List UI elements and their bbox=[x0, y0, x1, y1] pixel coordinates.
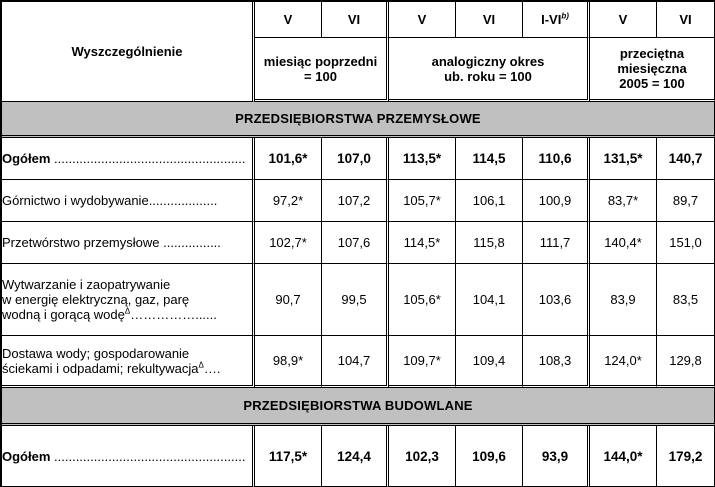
row-label-water-line1: Dostawa wody; gospodarowanie bbox=[2, 345, 190, 361]
group-header-avg-line2: miesięczna bbox=[617, 61, 687, 76]
group-header-avg-line3: 2005 = 100 bbox=[619, 76, 685, 91]
row-label-energy-line3-text: wodną i gorącą wodę bbox=[2, 307, 125, 322]
table-cell: 110,6 bbox=[523, 138, 590, 180]
group-header-prev-year bbox=[389, 38, 590, 102]
row-label-water-line2 bbox=[2, 361, 252, 376]
group-header-prev-month bbox=[255, 38, 389, 102]
delta-sup: Δ bbox=[124, 306, 131, 316]
row-label-energy bbox=[2, 264, 255, 336]
table-cell: 117,5* bbox=[255, 426, 322, 487]
group-header-avg-2005 bbox=[590, 38, 715, 102]
row-label-total-industrial-text: Ogółem bbox=[2, 151, 51, 166]
group-header-prev-year-line2: ub. roku = 100 bbox=[444, 68, 532, 84]
row-label-total-industrial bbox=[2, 138, 255, 180]
group-header-prev-year-line1: analogiczny okres bbox=[431, 53, 545, 69]
table-cell: 151,0 bbox=[657, 222, 715, 264]
table-cell: 83,5 bbox=[657, 264, 715, 336]
table-cell: 179,2 bbox=[657, 426, 715, 487]
table-cell: 108,3 bbox=[523, 336, 590, 388]
table-cell: 104,1 bbox=[456, 264, 523, 336]
row-label-dots: ................ bbox=[159, 235, 221, 250]
col-header-7: VI bbox=[657, 2, 715, 38]
group-header-avg-line1: przeciętna bbox=[619, 46, 685, 61]
col-header-2: VI bbox=[322, 2, 389, 38]
table-cell: 83,9 bbox=[590, 264, 657, 336]
table-cell: 101,6* bbox=[255, 138, 322, 180]
row-label-dots: ..................................................... bbox=[50, 448, 246, 464]
col-header-5-sup: b) bbox=[561, 11, 569, 21]
table-cell: 109,6 bbox=[456, 426, 523, 487]
group-header-prev-month-line2: = 100 bbox=[304, 68, 337, 84]
row-label-water-line2-text: ściekami i odpadami; rekultywacja bbox=[2, 360, 199, 376]
row-label-dots: ……………...... bbox=[130, 307, 217, 322]
row-label-header: Wyszczególnienie bbox=[2, 2, 255, 102]
table-cell: 129,8 bbox=[657, 336, 715, 388]
table-cell: 102,7* bbox=[255, 222, 322, 264]
row-label-total-construction-text: Ogółem bbox=[2, 448, 51, 464]
table-cell: 90,7 bbox=[255, 264, 322, 336]
row-label-manufacturing-text: Przetwórstwo przemysłowe bbox=[2, 235, 160, 250]
table-cell: 106,1 bbox=[456, 180, 523, 222]
row-label-energy-line3 bbox=[2, 307, 252, 322]
table-cell: 109,4 bbox=[456, 336, 523, 388]
table-cell: 111,7 bbox=[523, 222, 590, 264]
table-cell: 109,7* bbox=[389, 336, 456, 388]
table-cell: 97,2* bbox=[255, 180, 322, 222]
row-label-dots: …. bbox=[203, 360, 221, 376]
table-cell: 114,5 bbox=[456, 138, 523, 180]
table-cell: 104,7 bbox=[322, 336, 389, 388]
table-cell: 113,5* bbox=[389, 138, 456, 180]
table-cell: 105,6* bbox=[389, 264, 456, 336]
col-header-5 bbox=[523, 2, 590, 38]
table-cell: 124,0* bbox=[590, 336, 657, 388]
col-header-5-text: I-VI bbox=[541, 12, 562, 27]
table-cell: 100,9 bbox=[523, 180, 590, 222]
col-header-6: V bbox=[590, 2, 657, 38]
col-header-3: V bbox=[389, 2, 456, 38]
table-cell: 144,0* bbox=[590, 426, 657, 487]
table-cell: 115,8 bbox=[456, 222, 523, 264]
col-header-4: VI bbox=[456, 2, 523, 38]
row-label-energy-line1: Wytwarzanie i zaopatrywanie bbox=[2, 277, 171, 292]
table-cell: 89,7 bbox=[657, 180, 715, 222]
section-title-industrial: PRZEDSIĘBIORSTWA PRZEMYSŁOWE bbox=[2, 102, 715, 138]
table-cell: 105,7* bbox=[389, 180, 456, 222]
table-cell: 98,9* bbox=[255, 336, 322, 388]
table-cell: 131,5* bbox=[590, 138, 657, 180]
table-cell: 124,4 bbox=[322, 426, 389, 487]
row-label-mining bbox=[2, 180, 255, 222]
row-label-water bbox=[2, 336, 255, 388]
row-label-energy-line2: w energię elektryczną, gaz, parę bbox=[2, 292, 190, 307]
table-cell: 93,9 bbox=[523, 426, 590, 487]
row-label-total-construction bbox=[2, 426, 255, 487]
row-label-dots: ................... bbox=[148, 193, 218, 208]
group-header-prev-month-line1: miesiąc poprzedni bbox=[263, 53, 378, 69]
table-cell: 102,3 bbox=[389, 426, 456, 487]
table-cell: 99,5 bbox=[322, 264, 389, 336]
table-cell: 107,0 bbox=[322, 138, 389, 180]
delta-sup: Δ bbox=[198, 360, 204, 370]
row-label-manufacturing bbox=[2, 222, 255, 264]
col-header-1: V bbox=[255, 2, 322, 38]
table-cell: 140,7 bbox=[657, 138, 715, 180]
row-label-mining-text: Górnictwo i wydobywanie bbox=[2, 193, 149, 208]
table-cell: 107,2 bbox=[322, 180, 389, 222]
table-cell: 140,4* bbox=[590, 222, 657, 264]
table-cell: 114,5* bbox=[389, 222, 456, 264]
table-cell: 103,6 bbox=[523, 264, 590, 336]
table-cell: 83,7* bbox=[590, 180, 657, 222]
table-cell: 107,6 bbox=[322, 222, 389, 264]
row-label-dots: ..................................................... bbox=[50, 151, 246, 166]
section-title-construction: PRZEDSIĘBIORSTWA BUDOWLANE bbox=[2, 388, 715, 426]
